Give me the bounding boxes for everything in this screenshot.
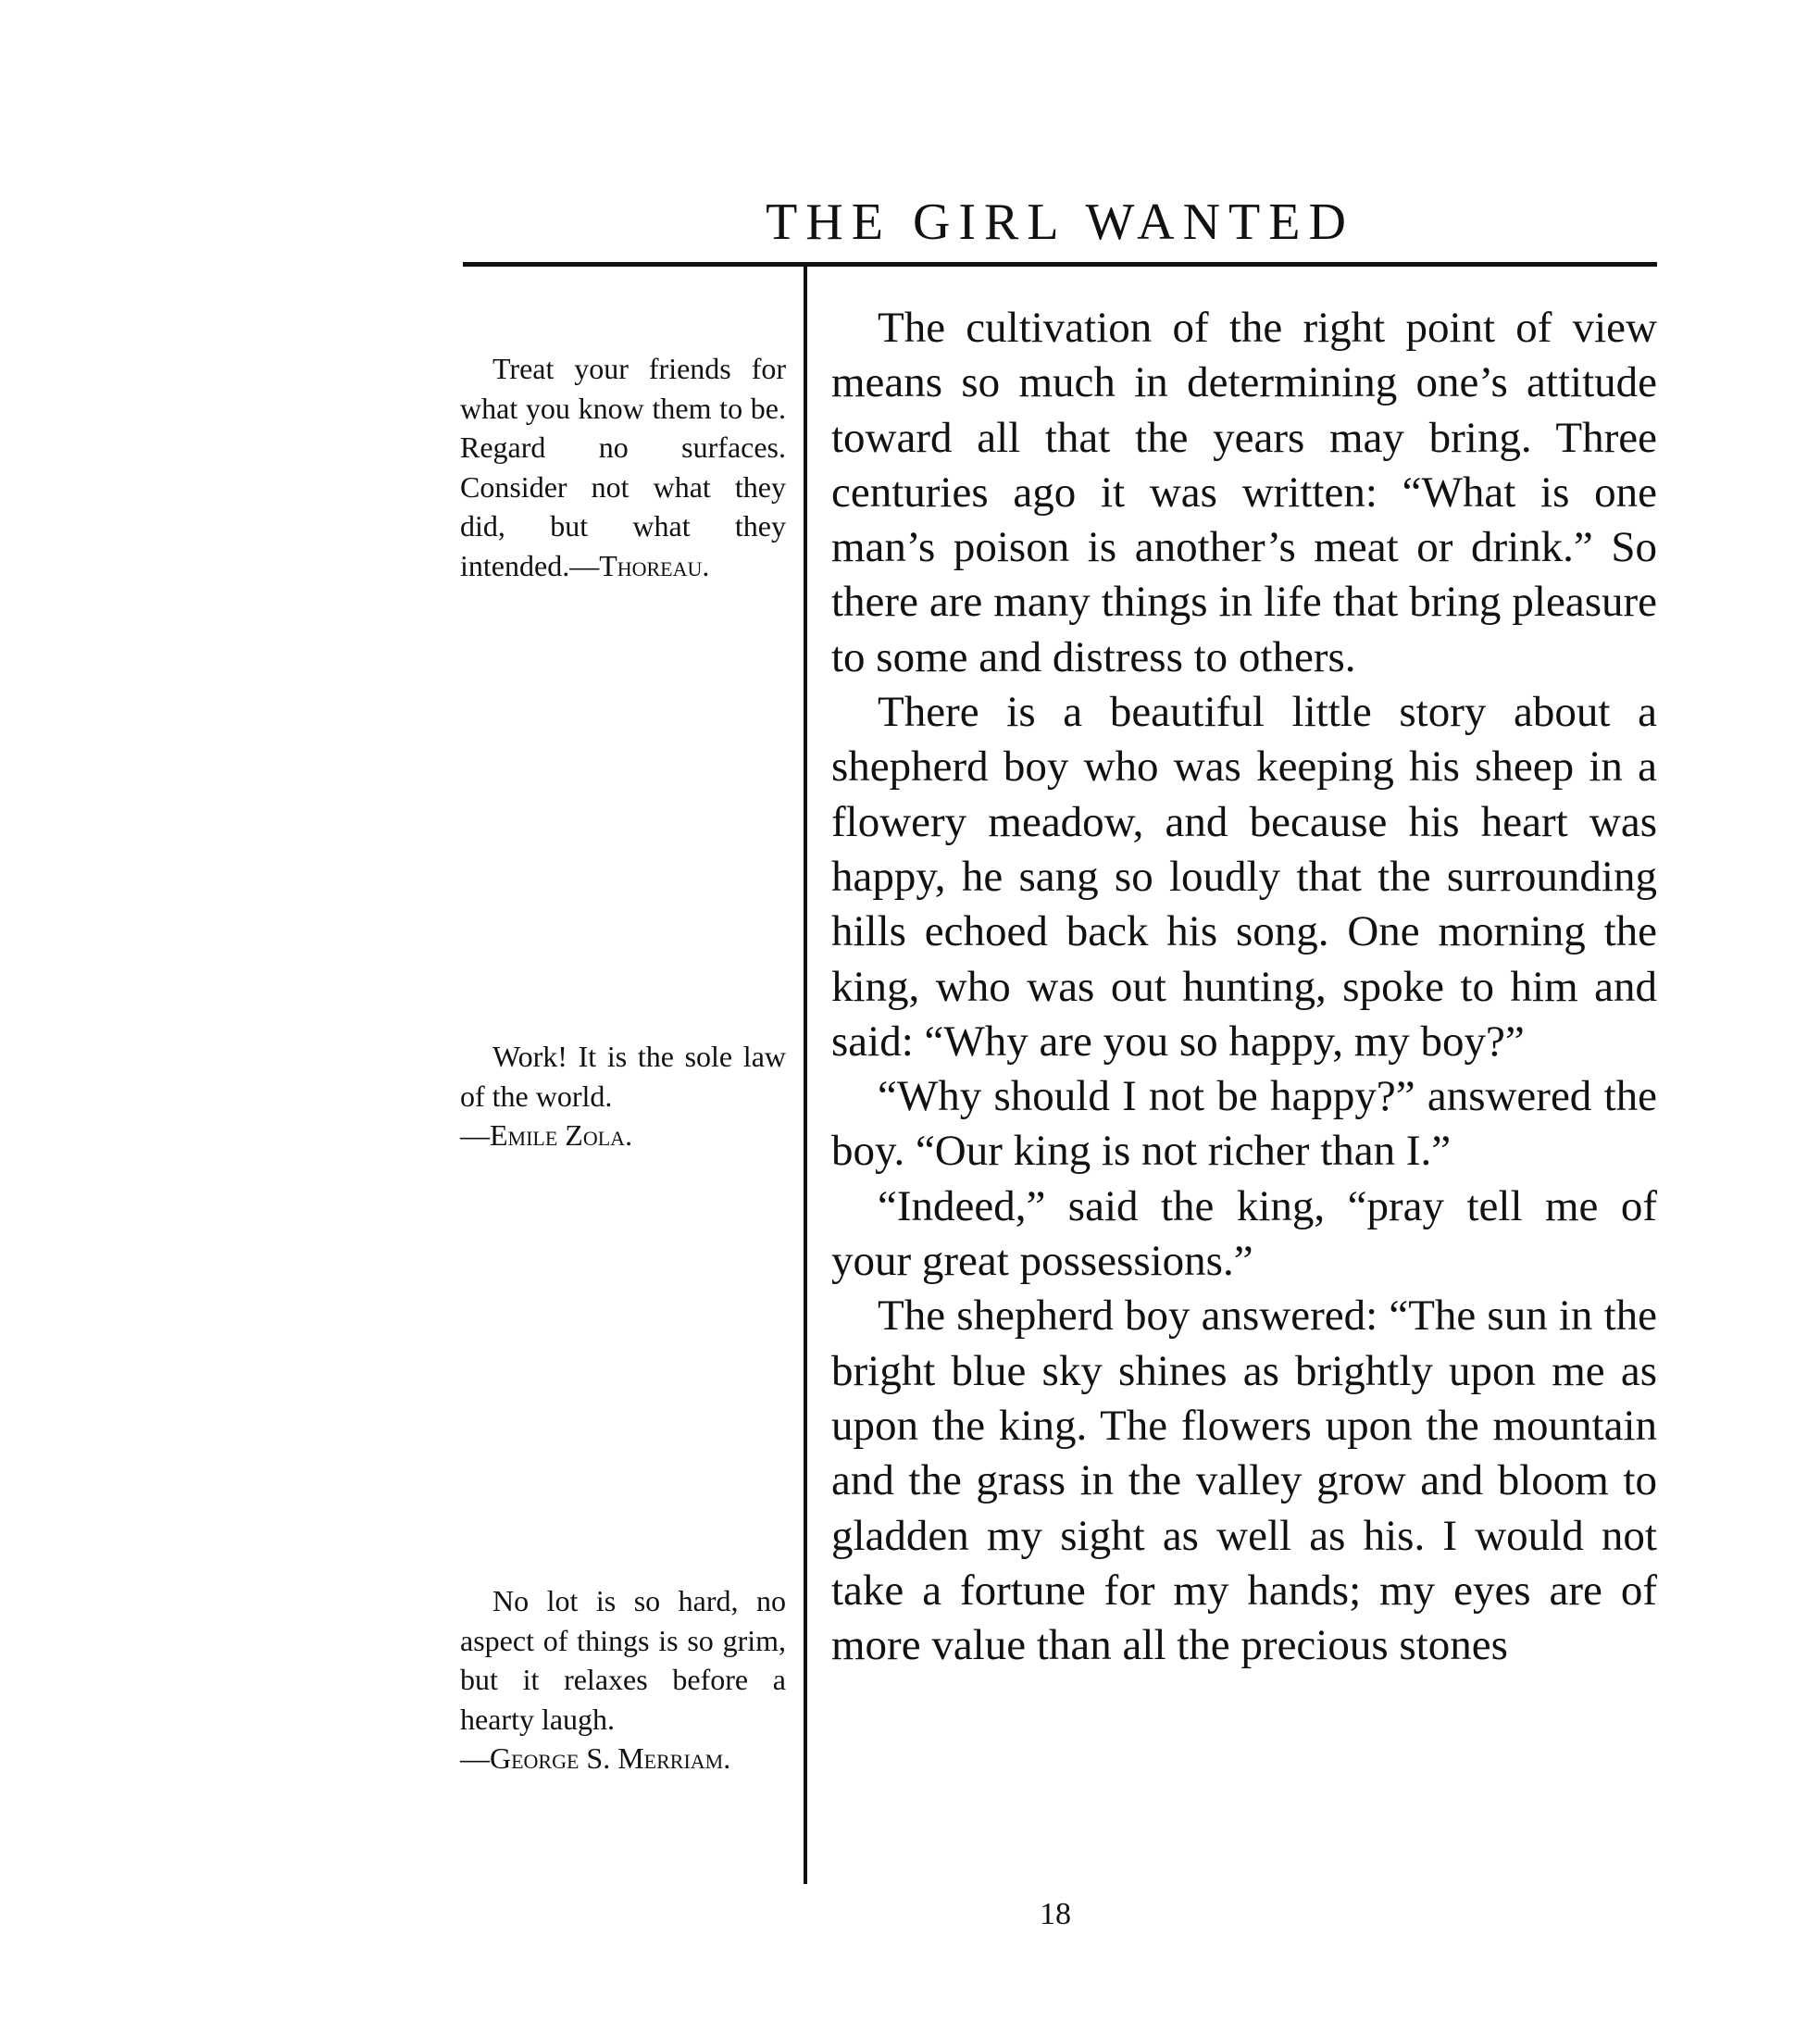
header-rule [463, 262, 1657, 267]
margin-note-paragraph [460, 349, 786, 585]
column-divider [804, 264, 807, 1884]
margin-note-author: Thoreau. [599, 548, 710, 582]
margin-note-zola [460, 1037, 786, 1155]
margin-note-thoreau [460, 349, 786, 585]
margin-note-text: Work! It is the sole law of the world. [460, 1040, 786, 1113]
body-paragraph-2: There is a beautiful little story about a shepherd boy who was keeping his sheep in a flowery meadow, and because his heart was happy, he sang so loudly that the surrounding hills echoed back his song. One morning the king, who was out hunting, spoke to him and said: “Why are you so happy, my boy?” [831, 688, 1657, 1066]
margin-note-text: Treat your friends for what you know them to be. Regard no surfaces. Consider not what they did, but what they intended.— [460, 352, 786, 582]
margin-note-paragraph [460, 1581, 786, 1778]
body-paragraph-1: The cultivation of the right point of view means so much in determining one’s attitude toward all that the years may bring. Three centuries ago it was written: “What is one man’s poison is another’s meat or drink.” So there are many things in life that bring pleasure to some and distress to others. [831, 304, 1657, 681]
running-title: THE GIRL WANTED [766, 193, 1354, 251]
body-paragraph-3: “Why should I not be happy?” answered the boy. “Our king is not richer than I.” [831, 1072, 1657, 1176]
body-paragraph-5: The shepherd boy answered: “The sun in the bright blue sky shines as brightly upon me as upon the king. The flowers upon the mountain and the grass in the valley grow and bloom to gladden my sight as well as his. I would not take a fortune for my hands; my eyes are of more value than all the precious stones [831, 1292, 1657, 1670]
margin-note-paragraph [460, 1037, 786, 1155]
body-text [831, 301, 1657, 1673]
body-paragraph-4: “Indeed,” said the king, “pray tell me of your great possessions.” [831, 1181, 1657, 1286]
page-number: 18 [1040, 1897, 1071, 1931]
margin-note-author: —Emile Zola. [460, 1118, 633, 1152]
margin-note-author: —George S. Merriam. [460, 1741, 731, 1775]
margin-note-merriam [460, 1581, 786, 1778]
margin-note-text: No lot is so hard, no aspect of things is so grim, but it relaxes before a hearty laugh. [460, 1584, 786, 1736]
